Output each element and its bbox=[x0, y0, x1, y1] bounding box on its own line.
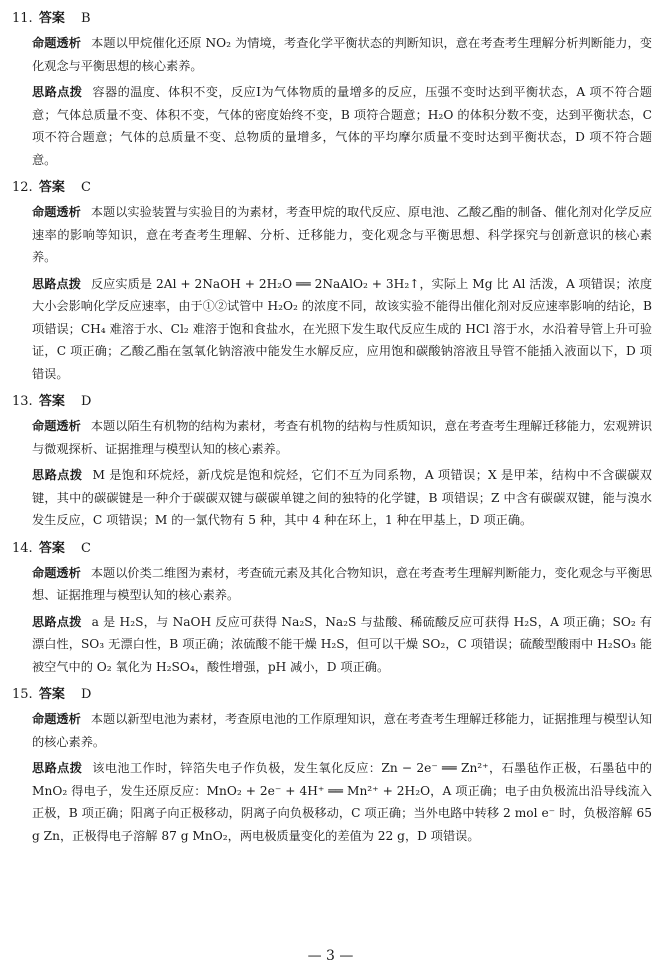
analysis-label: 命题透析 bbox=[32, 712, 81, 726]
question-15 bbox=[12, 684, 652, 847]
hint-text: M 是饱和环烷烃，新戊烷是饱和烷烃，它们不互为同系物，A 项错误；X 是甲苯，结构中不含碳碳双键，其中的碳碳键是一种介于碳碳双键与碳碳单键之间的独特的化学键，B 项错误；Z 中含有碳碳双键，能与溴水发生反应，C 项错误；M 的一氯代物有 5 种，其中 4 种在环上，1 种在甲基上，D 项正确。 bbox=[32, 468, 652, 527]
question-14 bbox=[12, 538, 652, 679]
question-header bbox=[12, 8, 652, 30]
question-11 bbox=[12, 8, 652, 171]
analysis-paragraph bbox=[12, 708, 652, 753]
analysis-paragraph bbox=[12, 201, 652, 269]
question-number: 14. bbox=[12, 540, 33, 556]
answer-value: D bbox=[80, 687, 92, 702]
answer-label: 答案 bbox=[38, 540, 65, 556]
answer-value: B bbox=[80, 11, 91, 26]
question-number: 11. bbox=[12, 11, 33, 26]
question-12 bbox=[12, 177, 652, 385]
hint-paragraph bbox=[12, 273, 652, 386]
page-number: — 3 — bbox=[307, 948, 354, 964]
analysis-text: 本题以价类二维图为素材，考查硫元素及其化合物知识，意在考查考生理解判断能力，变化观念与平衡思想、证据推理与模型认知的核心素养。 bbox=[32, 565, 653, 602]
hint-paragraph bbox=[12, 81, 652, 171]
hint-label: 思路点拨 bbox=[32, 85, 83, 99]
hint-paragraph bbox=[12, 611, 652, 679]
analysis-paragraph bbox=[12, 32, 652, 77]
answer-value: D bbox=[80, 394, 92, 409]
question-header bbox=[12, 177, 652, 199]
question-header bbox=[12, 538, 652, 560]
analysis-text: 本题以新型电池为素材，考查原电池的工作原理知识，意在考查考生理解迁移能力，证据推理与模型认知的核心素养。 bbox=[32, 712, 653, 749]
hint-text: 容器的温度、体积不变，反应Ⅰ为气体物质的量增多的反应，压强不变时达到平衡状态，A 项不符合题意；气体总质量不变、体积不变，气体的密度始终不变，B 项符合题意；H₂O 的体积分数不变，达到平衡状态，C 项不符合题意；气体的总质量不变、总物质的量增多，气体的平均摩尔质量不变时达到平衡状态，D 项不符合题意。 bbox=[32, 85, 652, 167]
answer-label: 答案 bbox=[38, 687, 65, 702]
analysis-label: 命题透析 bbox=[32, 419, 81, 433]
hint-label: 思路点拨 bbox=[32, 468, 83, 482]
hint-text: a 是 H₂S，与 NaOH 反应可获得 Na₂S，Na₂S 与盐酸、稀硫酸反应可获得 H₂S，A 项正确；SO₂ 有漂白性，SO₃ 无漂白性，B 项正确；浓硫酸不能干燥 H₂S，但可以干燥 SO₂，C 项错误；硫酸型酸雨中 H₂SO₃ 能被空气中的 O₂ 氧化为 H₂SO₄，酸性增强，pH 减小，D 项正确。 bbox=[32, 614, 652, 674]
analysis-label: 命题透析 bbox=[32, 36, 82, 50]
question-header bbox=[12, 684, 652, 706]
hint-label: 思路点拨 bbox=[32, 276, 81, 291]
question-13 bbox=[12, 391, 652, 532]
answer-label: 答案 bbox=[38, 180, 65, 195]
analysis-paragraph bbox=[12, 562, 652, 607]
hint-paragraph bbox=[12, 757, 652, 847]
analysis-text: 本题以实验装置与实验目的为素材，考查甲烷的取代反应、原电池、乙酸乙酯的制备、催化剂对化学反应速率的影响等知识，意在考查考生理解、分析、迁移能力，变化观念与平衡思想、科学探究与创新意识的核心素养。 bbox=[32, 205, 653, 264]
answer-value: C bbox=[80, 180, 91, 195]
question-number: 12. bbox=[12, 180, 33, 195]
analysis-text: 本题以陌生有机物的结构为素材，考查有机物的结构与性质知识，意在考查考生理解迁移能力，宏观辨识与微观探析、证据推理与模型认知的核心素养。 bbox=[32, 419, 653, 456]
hint-text: 反应实质是 2Al + 2NaOH + 2H₂O ══ 2NaAlO₂ + 3H₂↑，实际上 Mg 比 Al 活泼，A 项错误；浓度大小会影响化学反应速率，由于①②试管中 H₂O₂ 的浓度不同，故该实验不能得出催化剂对反应速率影响的结论，B 项错误；CH₄ 难溶于水、Cl₂ 难溶于饱和食盐水，在光照下发生取代反应生成的 HCl 溶于水，水沿着导管上升可验证，C 项正确；乙酸乙酯在氢氧化钠溶液中能发生水解反应，应用饱和碳酸钠溶液且导管不能插入液面以下，D 项错误。 bbox=[32, 276, 653, 381]
question-number: 13. bbox=[12, 394, 33, 409]
answer-label: 答案 bbox=[38, 11, 65, 26]
hint-label: 思路点拨 bbox=[32, 761, 83, 775]
analysis-paragraph bbox=[12, 415, 652, 460]
answer-value: C bbox=[80, 540, 91, 556]
analysis-label: 命题透析 bbox=[32, 205, 81, 219]
answer-content bbox=[12, 8, 652, 853]
hint-paragraph bbox=[12, 464, 652, 532]
analysis-text: 本题以甲烷催化还原 NO₂ 为情境，考查化学平衡状态的判断知识，意在考查考生理解分析判断能力，变化观念与平衡思想的核心素养。 bbox=[32, 36, 652, 73]
question-header bbox=[12, 391, 652, 413]
answer-label: 答案 bbox=[38, 394, 65, 409]
hint-text: 该电池工作时，锌箔失电子作负极，发生氧化反应：Zn − 2e⁻ ══ Zn²⁺，石墨毡作正极，石墨毡中的 MnO₂ 得电子，发生还原反应：MnO₂ + 2e⁻ + 4H⁺ ══ Mn²⁺ + 2H₂O，A 项正确；电子由负极流出沿导线流入正极，B 项正确；阳离子向正极移动，阴离子向负极移动，C 项正确；当外电路中转移 2 mol e⁻ 时，负极溶解 65 g Zn，正极得电子溶解 87 g MnO₂，两电极质量变化的差值为 22 g，D 项错误。 bbox=[32, 761, 652, 843]
question-number: 15. bbox=[12, 687, 33, 702]
analysis-label: 命题透析 bbox=[32, 565, 81, 580]
hint-label: 思路点拨 bbox=[32, 614, 82, 629]
